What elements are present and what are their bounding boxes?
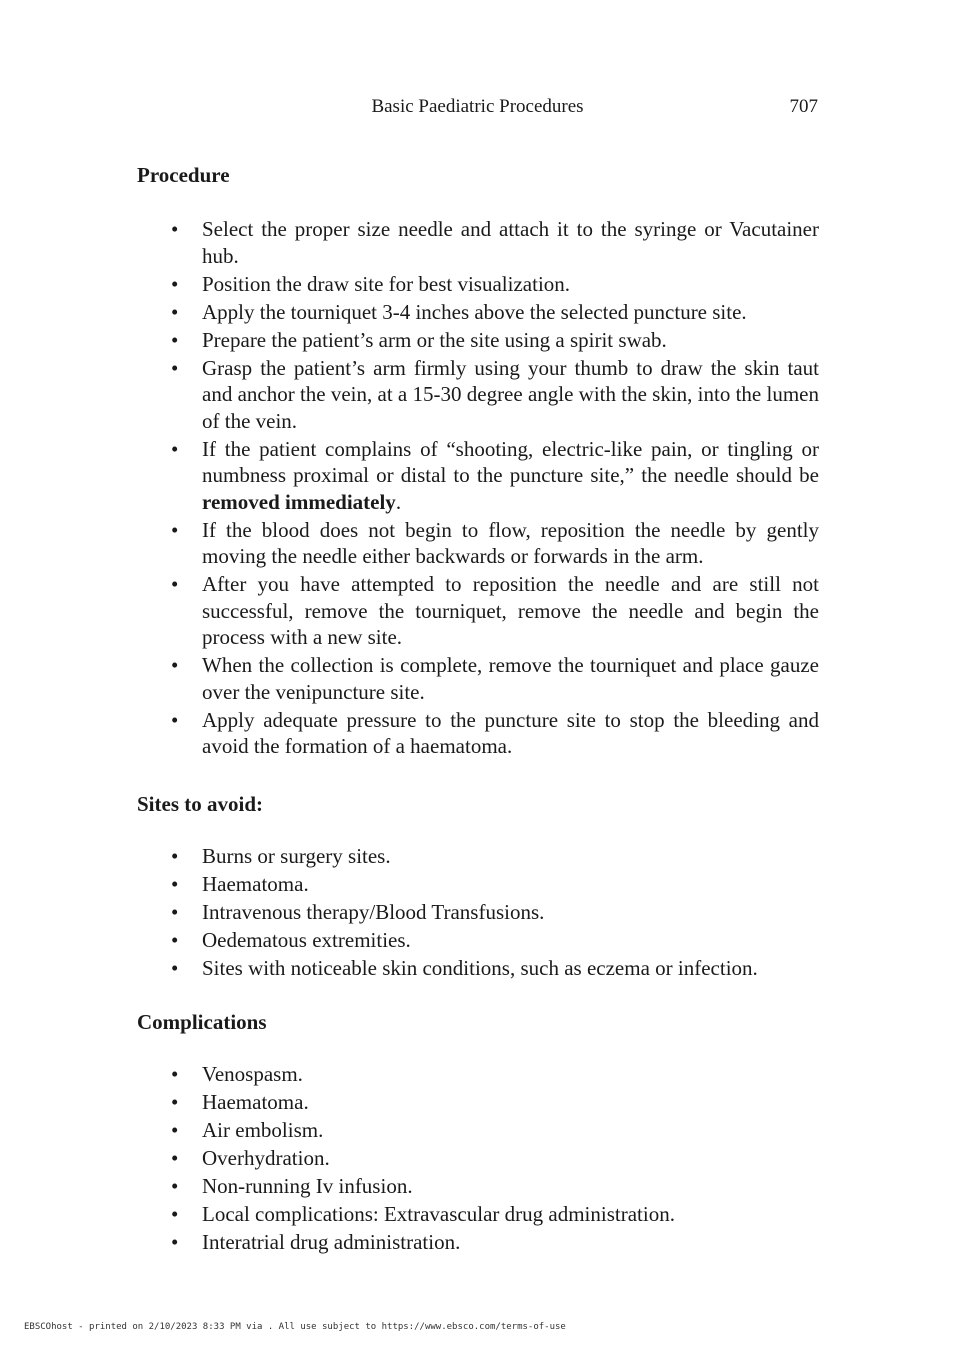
bullet-icon: • — [171, 653, 179, 677]
list-item: • Intravenous therapy/Blood Transfusions. — [171, 899, 545, 924]
list-item: • Apply adequate pressure to the puncture site to stop the bleeding and avoid the formation of a haematoma. — [171, 707, 819, 758]
bullet-icon: • — [171, 1062, 179, 1086]
bullet-icon: • — [171, 327, 179, 352]
bullet-icon: • — [171, 1118, 179, 1142]
sites-to-avoid-section — [137, 789, 819, 982]
list-item: • Grasp the patient’s arm firmly using your thumb to draw the skin taut and anchor the vein, at a 15-30 degree angle with the skin, into the lumen of the vein. — [171, 355, 819, 433]
list-item: • Local complications: Extravascular drug administration. — [171, 1202, 675, 1226]
bullet-icon: • — [171, 1174, 179, 1198]
bullet-icon: • — [171, 1230, 179, 1254]
complications-list — [137, 1061, 819, 1256]
bullet-icon: • — [171, 871, 179, 896]
list-item: • Haematoma. — [171, 871, 309, 896]
list-item: • Sites with noticeable skin conditions, such as eczema or infection. — [171, 955, 758, 980]
bullet-icon: • — [171, 217, 179, 241]
list-item: • Non-running Iv infusion. — [171, 1174, 413, 1198]
list-item: • Position the draw site for best visualization. — [171, 271, 571, 296]
bullet-icon: • — [171, 843, 179, 868]
bullet-icon: • — [171, 955, 179, 980]
list-item: • Select the proper size needle and attach it to the syringe or Vacutainer hub. — [171, 217, 819, 268]
complications-heading: Complications — [137, 1010, 267, 1034]
bullet-icon: • — [171, 899, 179, 924]
print-footer: EBSCOhost - printed on 2/10/2023 8:33 PM via . All use subject to https://www.ebsco.com/terms-of-use — [24, 1322, 566, 1332]
list-item: • Apply the tourniquet 3-4 inches above the selected puncture site. — [171, 299, 747, 324]
page-body — [137, 160, 819, 1257]
complications-section — [137, 1007, 819, 1256]
list-item: • Air embolism. — [171, 1118, 324, 1142]
list-item: • Prepare the patient’s arm or the site using a spirit swab. — [171, 327, 667, 352]
list-item: • Burns or surgery sites. — [171, 843, 391, 868]
list-item: • After you have attempted to reposition the needle and are still not successful, remove the tourniquet, remove the needle and begin the process with a new site. — [171, 572, 819, 649]
list-item: • Overhydration. — [171, 1146, 330, 1170]
running-title: Basic Paediatric Procedures — [371, 96, 584, 117]
bullet-icon: • — [171, 517, 179, 542]
bullet-icon: • — [171, 355, 179, 380]
list-item: • When the collection is complete, remove the tourniquet and place gauze over the venipuncture site. — [171, 653, 819, 704]
list-item: • Interatrial drug administration. — [171, 1230, 461, 1254]
bullet-icon: • — [171, 1090, 179, 1114]
sites-to-avoid-list — [137, 843, 819, 982]
bullet-icon: • — [171, 572, 179, 596]
list-item: • If the patient complains of “shooting, electric-like pain, or tingling or numbness proximal or distal to the puncture site,” the needle should be removed immediately. — [171, 436, 819, 514]
bullet-icon: • — [171, 1202, 179, 1226]
emphasis-text: removed immediately — [202, 489, 396, 514]
list-item: • If the blood does not begin to flow, reposition the needle by gently moving the needle either backwards or forwards in the arm. — [171, 517, 819, 568]
list-item: • Venospasm. — [171, 1062, 303, 1086]
procedure-heading: Procedure — [137, 163, 230, 187]
list-item: • Haematoma. — [171, 1090, 309, 1114]
procedure-section — [137, 160, 819, 760]
bullet-icon: • — [171, 299, 179, 324]
bullet-icon: • — [171, 707, 179, 732]
bullet-icon: • — [171, 436, 179, 461]
running-header — [0, 96, 955, 122]
bullet-icon: • — [171, 271, 179, 296]
bullet-icon: • — [171, 1146, 179, 1170]
page-number: 707 — [789, 96, 818, 117]
bullet-icon: • — [171, 927, 179, 952]
sites-to-avoid-heading: Sites to avoid: — [137, 791, 263, 816]
procedure-list — [137, 216, 819, 760]
list-item: • Oedematous extremities. — [171, 927, 411, 952]
